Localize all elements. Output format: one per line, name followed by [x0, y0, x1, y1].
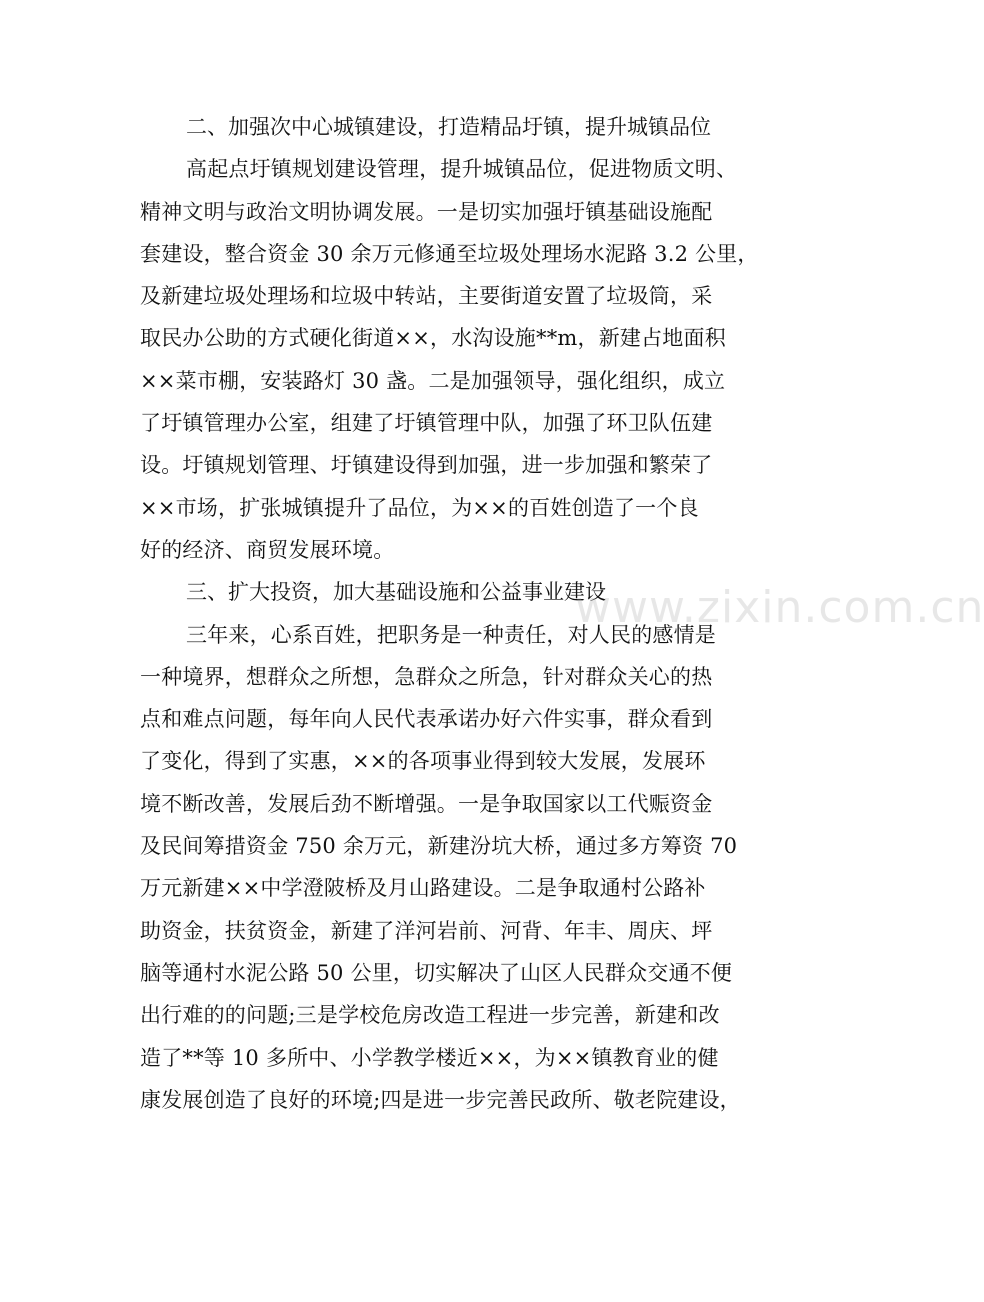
paragraph-line: 及新建垃圾处理场和垃圾中转站，主要街道安置了垃圾筒，采 — [140, 284, 713, 309]
paragraph-line: ××市场，扩张城镇提升了品位，为××的百姓创造了一个良 — [140, 495, 699, 520]
paragraph-line: 了圩镇管理办公室，组建了圩镇管理中队，加强了环卫队伍建 — [140, 411, 713, 436]
paragraph-line: 三年来，心系百姓，把职务是一种责任，对人民的感情是 — [186, 622, 716, 647]
paragraph-line: 脑等通村水泥公路 50 公里，切实解决了山区人民群众交通不便 — [140, 960, 733, 985]
paragraph-line: 点和难点问题，每年向人民代表承诺办好六件实事，群众看到 — [140, 707, 713, 732]
document-body — [140, 106, 795, 1121]
paragraph-line: 一种境界，想群众之所想，急群众之所急，针对群众关心的热 — [140, 664, 713, 689]
paragraph-line: 设。圩镇规划管理、圩镇建设得到加强，进一步加强和繁荣了 — [140, 453, 713, 478]
paragraph-line: 康发展创造了良好的环境;四是进一步完善民政所、敬老院建设， — [140, 1087, 741, 1112]
paragraph-line: 境不断改善，发展后劲不断增强。一是争取国家以工代赈资金 — [140, 791, 713, 816]
section-heading-3: 三、扩大投资，加大基础设施和公益事业建设 — [186, 580, 606, 605]
paragraph-line: 取民办公助的方式硬化街道××，水沟设施**m，新建占地面积 — [140, 326, 726, 351]
paragraph-line: 及民间筹措资金 750 余万元，新建汾坑大桥，通过多方筹资 70 — [140, 834, 738, 859]
watermark-text: www.zixin.com.cn — [575, 582, 984, 633]
paragraph-line: ××菜市棚，安装路灯 30 盏。二是加强领导，强化组织，成立 — [140, 368, 726, 393]
paragraph-line: 高起点圩镇规划建设管理，提升城镇品位，促进物质文明、 — [186, 157, 738, 182]
paragraph-line: 了变化，得到了实惠，××的各项事业得到较大发展，发展环 — [140, 749, 706, 774]
paragraph-line: 万元新建××中学澄陂桥及月山路建设。二是争取通村公路补 — [140, 876, 706, 901]
paragraph-line: 助资金，扶贫资金，新建了洋河岩前、河背、年丰、周庆、坪 — [140, 918, 713, 943]
paragraph-line: 套建设，整合资金 30 余万元修通至垃圾处理场水泥路 3.2 公里， — [140, 241, 759, 266]
section-heading-2: 二、加强次中心城镇建设，打造精品圩镇，提升城镇品位 — [186, 115, 711, 139]
paragraph-line: 好的经济、商贸发展环境。 — [140, 537, 395, 562]
paragraph-line: 出行难的的问题;三是学校危房改造工程进一步完善，新建和改 — [140, 1003, 720, 1028]
paragraph-line: 精神文明与政治文明协调发展。一是切实加强圩镇基础设施配 — [140, 199, 713, 224]
paragraph-line: 造了**等 10 多所中、小学教学楼近××，为××镇教育业的健 — [140, 1045, 719, 1070]
